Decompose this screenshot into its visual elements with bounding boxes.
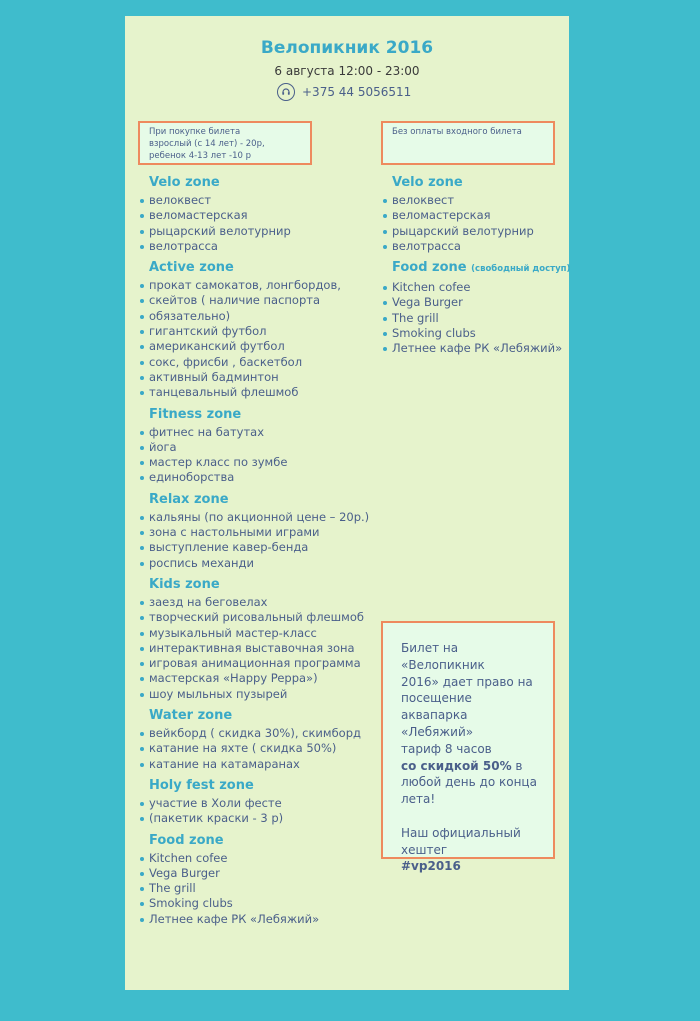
list-item: катание на яхте ( скидка 50%) <box>137 741 377 756</box>
list-item: велотрасса <box>380 239 570 254</box>
free-zones-column <box>380 174 570 362</box>
ticket-price-line: При покупке билета <box>149 127 241 137</box>
list-item: Летнее кафе РК «Лебяжий» <box>137 912 377 927</box>
list-item: прокат самокатов, лонгбордов, <box>137 278 377 293</box>
zone-section <box>137 777 377 827</box>
list-item: гигантский футбол <box>137 324 377 339</box>
zone-title: Water zone <box>149 708 233 724</box>
zone-section <box>380 174 570 254</box>
zone-note: (свободный доступ) <box>471 264 571 275</box>
list-item: веломастерская <box>137 208 377 223</box>
zone-section <box>137 259 377 400</box>
list-item: фитнес на батутах <box>137 425 377 440</box>
paid-zones-column <box>137 174 377 932</box>
ticket-price-box <box>138 121 312 165</box>
list-item: велоквест <box>380 193 570 208</box>
list-item: The grill <box>380 311 570 326</box>
aquapark-offer-box <box>381 621 555 874</box>
list-item: The grill <box>137 881 377 896</box>
zone-section <box>380 259 570 356</box>
list-item: обязательно) <box>137 309 377 324</box>
free-entry-label: Без оплаты входного билета <box>392 127 522 137</box>
list-item: велотрасса <box>137 239 377 254</box>
phone-contact[interactable] <box>277 83 411 101</box>
zone-section <box>137 832 377 927</box>
list-item: выступление кавер-бенда <box>137 540 377 555</box>
discount-highlight: со скидкой 50% <box>401 758 512 773</box>
zone-title: Active zone <box>149 260 234 276</box>
ticket-price-line: ребенок 4-13 лет -10 р <box>149 151 251 161</box>
list-item: музыкальный мастер-класс <box>137 626 377 641</box>
list-item: рыцарский велотурнир <box>380 224 570 239</box>
list-item: участие в Холи фесте <box>137 796 377 811</box>
list-item: танцевальный флешмоб <box>137 385 377 400</box>
list-item: Vega Burger <box>137 866 377 881</box>
list-item: Smoking clubs <box>380 326 570 341</box>
zone-section <box>137 174 377 254</box>
offer-line: лета! <box>401 792 436 807</box>
offer-line: со скидкой 50% в <box>401 758 523 773</box>
list-item: скейтов ( наличие паспорта <box>137 293 377 308</box>
zone-list <box>380 193 570 254</box>
list-item: шоу мыльных пузырей <box>137 687 377 702</box>
hashtag[interactable]: #vp2016 <box>401 859 461 874</box>
event-title: Велопикник 2016 <box>260 38 434 58</box>
zone-title: Food zone (свободный доступ) <box>392 260 571 276</box>
list-item: активный бадминтон <box>137 370 377 385</box>
offer-line: посещение аквапарка <box>401 691 472 723</box>
zone-section <box>137 707 377 772</box>
list-item: Smoking clubs <box>137 896 377 911</box>
offer-line: любой день до конца <box>401 775 537 790</box>
zone-list <box>137 851 377 927</box>
zone-title: Fitness zone <box>149 406 242 422</box>
list-item: Vega Burger <box>380 295 570 310</box>
list-item: йога <box>137 440 377 455</box>
zone-title: Relax zone <box>149 491 229 507</box>
zone-section <box>137 576 377 702</box>
event-date: 6 августа 12:00 - 23:00 <box>274 64 420 78</box>
list-item: велоквест <box>137 193 377 208</box>
list-item: мастер класс по зумбе <box>137 455 377 470</box>
zone-list <box>380 280 570 356</box>
zone-title: Kids zone <box>149 576 220 592</box>
phone-number[interactable]: +375 44 5056511 <box>302 85 412 99</box>
list-item: роспись механди <box>137 556 377 571</box>
list-item: сокс, фрисби , баскетбол <box>137 355 377 370</box>
zone-title: Velo zone <box>392 175 463 190</box>
offer-line: тариф 8 часов <box>401 741 492 756</box>
ticket-price-line: взрослый (с 14 лет) - 20р, <box>149 139 265 149</box>
zone-section <box>137 491 377 571</box>
list-item: интерактивная выставочная зона <box>137 641 377 656</box>
offer-line: Наш официальный <box>401 825 521 840</box>
list-item: рыцарский велотурнир <box>137 224 377 239</box>
list-item: Kitchen cofee <box>137 851 377 866</box>
offer-line: хештег <box>401 842 448 857</box>
list-item: американский футбол <box>137 339 377 354</box>
list-item: заезд на беговелах <box>137 595 377 610</box>
headset-icon <box>277 83 295 101</box>
event-poster <box>125 16 569 990</box>
list-item: Летнее кафе РК «Лебяжий» <box>380 341 570 356</box>
zone-list <box>137 595 377 702</box>
zone-title: Food zone <box>149 832 224 848</box>
list-item: игровая анимационная программа <box>137 656 377 671</box>
list-item: единоборства <box>137 470 377 485</box>
list-item: (пакетик краски - 3 р) <box>137 811 377 826</box>
offer-line: Билет на «Велопикник <box>401 641 485 672</box>
list-item: зона с настольными играми <box>137 525 377 540</box>
zone-list <box>137 425 377 486</box>
offer-line: «Лебяжий» <box>401 724 474 739</box>
list-item: творческий рисовальный флешмоб <box>137 610 377 625</box>
list-item: веломастерская <box>380 208 570 223</box>
zone-section <box>137 406 377 486</box>
zone-title: Velo zone <box>149 175 220 190</box>
zone-list <box>137 796 377 827</box>
offer-line: 2016» дает право на <box>401 674 533 689</box>
zone-list <box>137 510 377 571</box>
zone-list <box>137 193 377 254</box>
zone-list <box>137 278 377 400</box>
zone-list <box>137 726 377 772</box>
list-item: вейкборд ( скидка 30%), скимборд <box>137 726 377 741</box>
free-entry-box <box>381 121 555 165</box>
list-item: катание на катамаранах <box>137 757 377 772</box>
list-item: кальяны (по акционной цене – 20р.) <box>137 510 377 525</box>
list-item: мастерская «Happy Peppa») <box>137 671 377 686</box>
list-item: Kitchen cofee <box>380 280 570 295</box>
zone-title: Holy fest zone <box>149 777 254 793</box>
